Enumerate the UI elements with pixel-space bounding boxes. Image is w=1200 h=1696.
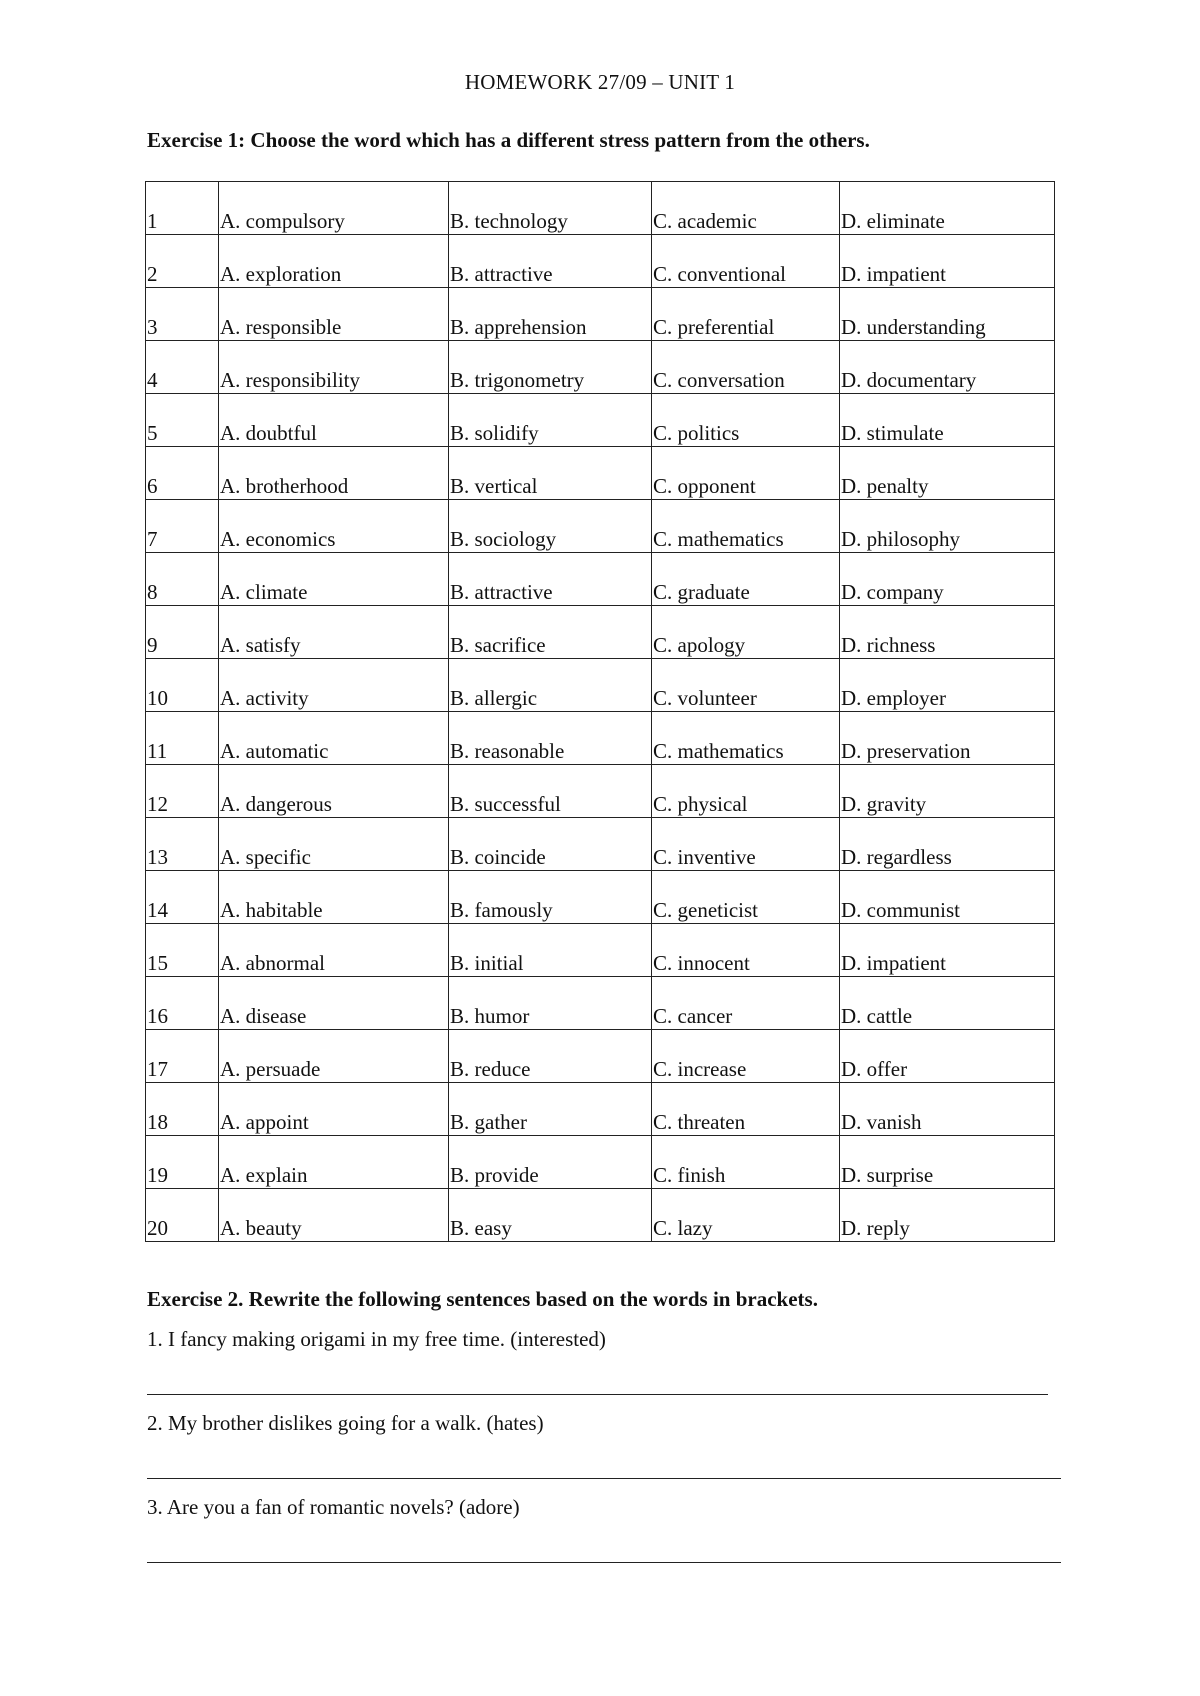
option-b-text: B. successful bbox=[450, 792, 561, 816]
table-cell-option-b bbox=[449, 606, 652, 659]
question-number-text: 19 bbox=[147, 1163, 168, 1187]
option-d-text: D. richness bbox=[841, 633, 936, 657]
option-c-text: C. physical bbox=[653, 792, 748, 816]
answer-line-2[interactable] bbox=[147, 1478, 1061, 1479]
table-cell-question-number bbox=[146, 447, 219, 500]
option-a-text: A. beauty bbox=[220, 1216, 302, 1240]
option-a-text: A. explain bbox=[220, 1163, 308, 1187]
question-number-text: 16 bbox=[147, 1004, 168, 1028]
option-b-text: B. allergic bbox=[450, 686, 538, 710]
option-d-text: D. surprise bbox=[841, 1163, 934, 1187]
option-c-text: C. threaten bbox=[653, 1110, 746, 1134]
question-number-text: 15 bbox=[147, 951, 168, 975]
option-c-text: C. preferential bbox=[653, 315, 775, 339]
option-b-text: B. attractive bbox=[450, 262, 553, 286]
table-cell-option-b bbox=[449, 977, 652, 1030]
option-a-text: A. appoint bbox=[220, 1110, 309, 1134]
table-cell-option-c bbox=[652, 553, 840, 606]
table-cell-option-d bbox=[840, 1136, 1055, 1189]
stress-pattern-table-body bbox=[146, 182, 1055, 1242]
table-cell-option-a bbox=[219, 500, 449, 553]
option-c-text: C. mathematics bbox=[653, 739, 784, 763]
option-c-text: C. opponent bbox=[653, 474, 756, 498]
option-a-text: A. disease bbox=[220, 1004, 307, 1028]
table-cell-option-a bbox=[219, 606, 449, 659]
table-cell-question-number bbox=[146, 659, 219, 712]
table-cell-option-d bbox=[840, 818, 1055, 871]
table-cell-option-b bbox=[449, 1083, 652, 1136]
table-cell-question-number bbox=[146, 924, 219, 977]
question-number-text: 20 bbox=[147, 1216, 168, 1240]
table-cell-option-a bbox=[219, 553, 449, 606]
table-cell-option-c bbox=[652, 1189, 840, 1242]
table-cell-question-number bbox=[146, 341, 219, 394]
option-c-text: C. politics bbox=[653, 421, 740, 445]
page-title: HOMEWORK 27/09 – UNIT 1 bbox=[464, 70, 736, 94]
option-b-text: B. initial bbox=[450, 951, 524, 975]
option-b-text: B. vertical bbox=[450, 474, 538, 498]
table-row bbox=[146, 447, 1055, 500]
table-cell-option-c bbox=[652, 447, 840, 500]
table-cell-option-b bbox=[449, 341, 652, 394]
option-d-text: D. reply bbox=[841, 1216, 910, 1240]
answer-line-3[interactable] bbox=[147, 1562, 1061, 1563]
option-a-text: A. doubtful bbox=[220, 421, 317, 445]
option-d-text: D. offer bbox=[841, 1057, 908, 1081]
table-cell-option-a bbox=[219, 447, 449, 500]
question-number-text: 9 bbox=[147, 633, 158, 657]
option-b-text: B. famously bbox=[450, 898, 553, 922]
table-row bbox=[146, 500, 1055, 553]
table-cell-option-a bbox=[219, 394, 449, 447]
exercise-2-question-1: 1. I fancy making origami in my free time. (interested) bbox=[147, 1327, 606, 1351]
option-c-text: C. inventive bbox=[653, 845, 756, 869]
option-c-text: C. conventional bbox=[653, 262, 786, 286]
question-number-text: 10 bbox=[147, 686, 168, 710]
option-c-text: C. geneticist bbox=[653, 898, 758, 922]
option-a-text: A. brotherhood bbox=[220, 474, 349, 498]
option-c-text: C. cancer bbox=[653, 1004, 733, 1028]
table-cell-option-c bbox=[652, 712, 840, 765]
option-d-text: D. eliminate bbox=[841, 209, 945, 233]
table-cell-option-c bbox=[652, 977, 840, 1030]
table-cell-option-a bbox=[219, 288, 449, 341]
question-number-text: 2 bbox=[147, 262, 158, 286]
option-b-text: B. solidify bbox=[450, 421, 539, 445]
exercise-2-heading: Exercise 2. Rewrite the following sentences based on the words in brackets. bbox=[147, 1287, 818, 1311]
table-cell-question-number bbox=[146, 712, 219, 765]
table-cell-question-number bbox=[146, 394, 219, 447]
table-cell-option-d bbox=[840, 447, 1055, 500]
table-cell-option-d bbox=[840, 235, 1055, 288]
stress-pattern-table bbox=[145, 181, 1055, 1242]
option-c-text: C. graduate bbox=[653, 580, 750, 604]
question-number-text: 6 bbox=[147, 474, 158, 498]
question-number-text: 5 bbox=[147, 421, 158, 445]
table-cell-question-number bbox=[146, 606, 219, 659]
table-cell-option-c bbox=[652, 288, 840, 341]
exercise-2-question-3: 3. Are you a fan of romantic novels? (adore) bbox=[147, 1495, 520, 1519]
table-cell-option-d bbox=[840, 712, 1055, 765]
option-d-text: D. vanish bbox=[841, 1110, 922, 1134]
table-row bbox=[146, 288, 1055, 341]
table-cell-option-d bbox=[840, 500, 1055, 553]
option-a-text: A. responsibility bbox=[220, 368, 360, 392]
option-c-text: C. apology bbox=[653, 633, 746, 657]
question-number-text: 18 bbox=[147, 1110, 168, 1134]
table-cell-question-number bbox=[146, 818, 219, 871]
table-cell-option-d bbox=[840, 553, 1055, 606]
table-cell-option-c bbox=[652, 182, 840, 235]
table-cell-option-a bbox=[219, 871, 449, 924]
table-cell-option-d bbox=[840, 1030, 1055, 1083]
table-cell-option-c bbox=[652, 606, 840, 659]
option-a-text: A. specific bbox=[220, 845, 311, 869]
table-row bbox=[146, 818, 1055, 871]
table-cell-option-a bbox=[219, 1030, 449, 1083]
option-b-text: B. sociology bbox=[450, 527, 557, 551]
table-cell-question-number bbox=[146, 765, 219, 818]
table-cell-option-b bbox=[449, 1136, 652, 1189]
table-cell-option-b bbox=[449, 765, 652, 818]
option-d-text: D. stimulate bbox=[841, 421, 944, 445]
table-cell-option-c bbox=[652, 341, 840, 394]
option-a-text: A. persuade bbox=[220, 1057, 321, 1081]
option-a-text: A. exploration bbox=[220, 262, 342, 286]
option-a-text: A. economics bbox=[220, 527, 336, 551]
option-c-text: C. innocent bbox=[653, 951, 750, 975]
table-cell-option-d bbox=[840, 871, 1055, 924]
option-d-text: D. regardless bbox=[841, 845, 952, 869]
table-cell-option-c bbox=[652, 394, 840, 447]
table-cell-option-a bbox=[219, 765, 449, 818]
table-cell-option-b bbox=[449, 553, 652, 606]
table-row bbox=[146, 394, 1055, 447]
table-cell-question-number bbox=[146, 182, 219, 235]
table-cell-option-b bbox=[449, 871, 652, 924]
option-b-text: B. easy bbox=[450, 1216, 512, 1240]
option-c-text: C. academic bbox=[653, 209, 757, 233]
table-cell-option-b bbox=[449, 1030, 652, 1083]
table-cell-option-b bbox=[449, 659, 652, 712]
table-cell-question-number bbox=[146, 1083, 219, 1136]
option-d-text: D. impatient bbox=[841, 262, 946, 286]
table-cell-option-a bbox=[219, 182, 449, 235]
table-cell-option-c bbox=[652, 871, 840, 924]
table-cell-option-d bbox=[840, 182, 1055, 235]
table-row bbox=[146, 182, 1055, 235]
option-c-text: C. mathematics bbox=[653, 527, 784, 551]
table-cell-option-b bbox=[449, 394, 652, 447]
question-number-text: 11 bbox=[147, 739, 168, 763]
option-b-text: B. provide bbox=[450, 1163, 539, 1187]
table-cell-option-d bbox=[840, 659, 1055, 712]
option-b-text: B. reasonable bbox=[450, 739, 565, 763]
table-row bbox=[146, 871, 1055, 924]
option-b-text: B. gather bbox=[450, 1110, 527, 1134]
table-cell-option-a bbox=[219, 924, 449, 977]
option-b-text: B. trigonometry bbox=[450, 368, 585, 392]
table-cell-option-d bbox=[840, 394, 1055, 447]
option-c-text: C. increase bbox=[653, 1057, 747, 1081]
table-cell-option-b bbox=[449, 712, 652, 765]
table-cell-option-c bbox=[652, 1083, 840, 1136]
option-b-text: B. apprehension bbox=[450, 315, 587, 339]
table-cell-option-a bbox=[219, 1083, 449, 1136]
table-cell-option-b bbox=[449, 235, 652, 288]
option-c-text: C. conversation bbox=[653, 368, 785, 392]
question-number-text: 4 bbox=[147, 368, 158, 392]
table-cell-option-a bbox=[219, 977, 449, 1030]
table-row bbox=[146, 553, 1055, 606]
table-cell-option-c bbox=[652, 1030, 840, 1083]
option-b-text: B. humor bbox=[450, 1004, 530, 1028]
option-b-text: B. attractive bbox=[450, 580, 553, 604]
table-cell-option-c bbox=[652, 1136, 840, 1189]
option-a-text: A. compulsory bbox=[220, 209, 345, 233]
option-b-text: B. coincide bbox=[450, 845, 546, 869]
option-c-text: C. finish bbox=[653, 1163, 726, 1187]
table-cell-option-b bbox=[449, 447, 652, 500]
option-d-text: D. philosophy bbox=[841, 527, 961, 551]
table-row bbox=[146, 712, 1055, 765]
option-d-text: D. company bbox=[841, 580, 944, 604]
option-a-text: A. habitable bbox=[220, 898, 323, 922]
table-row bbox=[146, 1136, 1055, 1189]
table-cell-option-a bbox=[219, 1189, 449, 1242]
option-a-text: A. abnormal bbox=[220, 951, 325, 975]
table-row bbox=[146, 1030, 1055, 1083]
option-d-text: D. documentary bbox=[841, 368, 977, 392]
option-d-text: D. preservation bbox=[841, 739, 971, 763]
exercise-1-heading: Exercise 1: Choose the word which has a different stress pattern from the others. bbox=[147, 128, 870, 152]
table-cell-option-c bbox=[652, 924, 840, 977]
table-cell-option-a bbox=[219, 659, 449, 712]
table-cell-option-a bbox=[219, 235, 449, 288]
option-c-text: C. volunteer bbox=[653, 686, 757, 710]
table-cell-question-number bbox=[146, 235, 219, 288]
table-row bbox=[146, 977, 1055, 1030]
table-cell-option-c bbox=[652, 659, 840, 712]
question-number-text: 14 bbox=[147, 898, 168, 922]
table-cell-option-b bbox=[449, 500, 652, 553]
option-d-text: D. penalty bbox=[841, 474, 929, 498]
option-a-text: A. automatic bbox=[220, 739, 329, 763]
table-cell-option-c bbox=[652, 235, 840, 288]
table-cell-option-a bbox=[219, 712, 449, 765]
table-cell-option-c bbox=[652, 818, 840, 871]
option-a-text: A. satisfy bbox=[220, 633, 301, 657]
table-cell-question-number bbox=[146, 1030, 219, 1083]
question-number-text: 3 bbox=[147, 315, 158, 339]
table-row bbox=[146, 765, 1055, 818]
question-number-text: 7 bbox=[147, 527, 158, 551]
table-cell-option-d bbox=[840, 341, 1055, 394]
option-d-text: D. communist bbox=[841, 898, 960, 922]
option-d-text: D. gravity bbox=[841, 792, 927, 816]
table-cell-option-b bbox=[449, 818, 652, 871]
question-number-text: 1 bbox=[147, 209, 158, 233]
table-cell-option-d bbox=[840, 288, 1055, 341]
option-d-text: D. cattle bbox=[841, 1004, 913, 1028]
table-row bbox=[146, 659, 1055, 712]
question-number-text: 8 bbox=[147, 580, 158, 604]
question-number-text: 12 bbox=[147, 792, 168, 816]
table-cell-option-d bbox=[840, 924, 1055, 977]
table-cell-option-b bbox=[449, 288, 652, 341]
table-cell-question-number bbox=[146, 288, 219, 341]
table-row bbox=[146, 1189, 1055, 1242]
table-cell-question-number bbox=[146, 1136, 219, 1189]
table-cell-option-d bbox=[840, 606, 1055, 659]
table-cell-question-number bbox=[146, 871, 219, 924]
table-cell-question-number bbox=[146, 1189, 219, 1242]
table-row bbox=[146, 341, 1055, 394]
question-number-text: 17 bbox=[147, 1057, 168, 1081]
option-b-text: B. sacrifice bbox=[450, 633, 546, 657]
table-cell-option-d bbox=[840, 977, 1055, 1030]
option-d-text: D. employer bbox=[841, 686, 946, 710]
table-cell-option-d bbox=[840, 1189, 1055, 1242]
option-d-text: D. understanding bbox=[841, 315, 986, 339]
option-b-text: B. reduce bbox=[450, 1057, 531, 1081]
table-cell-option-b bbox=[449, 924, 652, 977]
question-number-text: 13 bbox=[147, 845, 168, 869]
answer-line-1[interactable] bbox=[147, 1394, 1048, 1395]
option-b-text: B. technology bbox=[450, 209, 568, 233]
exercise-2-question-2: 2. My brother dislikes going for a walk. (hates) bbox=[147, 1411, 544, 1435]
table-row bbox=[146, 606, 1055, 659]
table-cell-option-a bbox=[219, 1136, 449, 1189]
table-cell-question-number bbox=[146, 977, 219, 1030]
table-row bbox=[146, 1083, 1055, 1136]
option-a-text: A. climate bbox=[220, 580, 308, 604]
option-d-text: D. impatient bbox=[841, 951, 946, 975]
table-cell-option-d bbox=[840, 765, 1055, 818]
table-cell-option-b bbox=[449, 1189, 652, 1242]
option-a-text: A. activity bbox=[220, 686, 309, 710]
table-cell-option-d bbox=[840, 1083, 1055, 1136]
table-cell-option-c bbox=[652, 500, 840, 553]
option-a-text: A. dangerous bbox=[220, 792, 332, 816]
table-cell-option-c bbox=[652, 765, 840, 818]
option-c-text: C. lazy bbox=[653, 1216, 713, 1240]
option-a-text: A. responsible bbox=[220, 315, 342, 339]
table-cell-option-a bbox=[219, 818, 449, 871]
table-cell-question-number bbox=[146, 553, 219, 606]
table-row bbox=[146, 924, 1055, 977]
table-cell-option-b bbox=[449, 182, 652, 235]
table-row bbox=[146, 235, 1055, 288]
table-cell-question-number bbox=[146, 500, 219, 553]
table-cell-option-a bbox=[219, 341, 449, 394]
